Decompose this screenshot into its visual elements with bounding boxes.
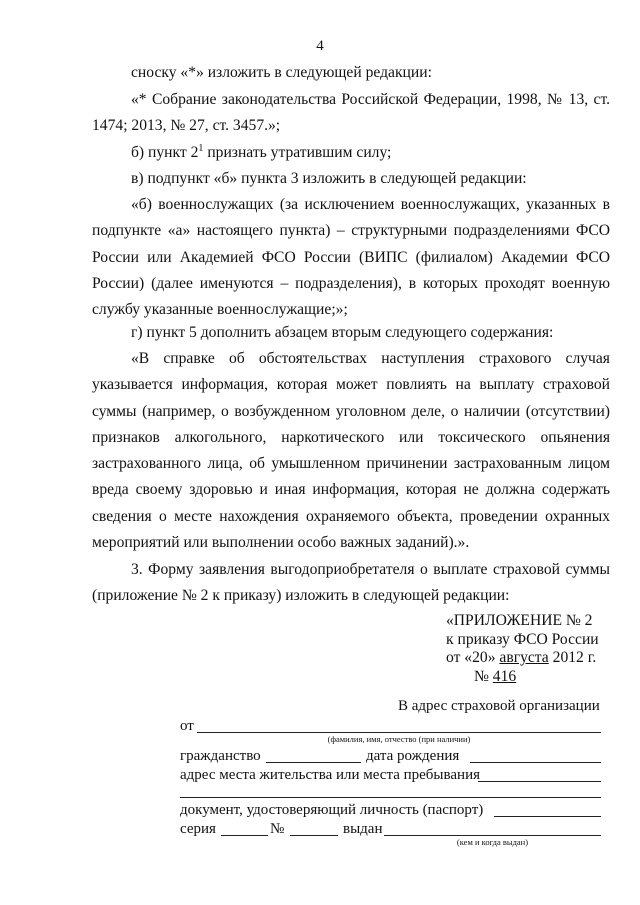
paragraph-g: г) пункт 5 дополнить абзацем вторым следующего содержания:	[131, 324, 554, 341]
page-number: 4	[316, 38, 324, 54]
address-to: В адрес страховой организации	[398, 698, 600, 714]
issued-field[interactable]	[384, 835, 601, 836]
appendix-date-month: августа	[499, 649, 549, 666]
appendix-date	[446, 649, 616, 668]
id-document-label: документ, удостоверяющий личность (паспорт)	[180, 802, 484, 818]
citizenship-label: гражданство	[180, 748, 261, 764]
appendix-number-sign: №	[474, 667, 489, 685]
issued-caption: (кем и когда выдан)	[456, 837, 529, 847]
paragraph-3: 3. Форму заявления выгодоприобретателя о выплате страховой суммы (приложение № 2 к приказу) изложить в следующей редакции:	[92, 561, 610, 605]
residence-field-line-2[interactable]	[180, 797, 601, 798]
series-field[interactable]	[221, 835, 268, 836]
issued-label: выдан	[343, 821, 383, 837]
appendix-date-prefix: от «20»	[446, 649, 496, 666]
series-label: серия	[180, 821, 216, 837]
paragraph-v-quote: «б) военнослужащих (за исключением военнослужащих, указанных в подпункте «а» настоящего пункта) – структурными подразделениями ФСО России или Академией ФСО России (ВИПС (филиалом) Академии ФСО России) (далее именуются – подразделения), в которых проходят военную службу указанные военнослужащие;»;	[92, 196, 610, 319]
id-document-field[interactable]	[494, 816, 601, 817]
appendix-number	[446, 668, 616, 687]
from-label: от	[180, 718, 194, 734]
superscript: 1	[198, 142, 204, 154]
paragraph-b-end: признать утратившим силу;	[207, 144, 392, 161]
residence-field[interactable]	[478, 781, 601, 782]
paragraph-b-start: б) пункт 2	[131, 144, 199, 161]
citizenship-field[interactable]	[266, 762, 361, 763]
appendix-header	[446, 612, 616, 686]
appendix-order: к приказу ФСО России	[446, 630, 599, 648]
birthdate-field[interactable]	[470, 762, 601, 763]
from-caption: (фамилия, имя, отчество (при наличии)	[327, 734, 471, 744]
paragraph-footnote-text: «* Собрание законодательства Российской Федерации, 1998, № 13, ст. 1474; 2013, № 27, ст. 3457.»;	[92, 91, 610, 135]
residence-label: адрес места жительства или места пребывания	[180, 767, 480, 783]
appendix-number-value: 416	[492, 667, 517, 685]
from-field[interactable]	[197, 732, 601, 733]
number-field[interactable]	[290, 835, 338, 836]
birthdate-label: дата рождения	[366, 748, 460, 764]
paragraph-footnote-intro: сноску «*» изложить в следующей редакции:	[131, 64, 432, 81]
appendix-date-year: 2012 г.	[552, 649, 597, 666]
appendix-title: «ПРИЛОЖЕНИЕ № 2	[446, 612, 593, 629]
paragraph-v: в) подпункт «б» пункта 3 изложить в следующей редакции:	[131, 170, 527, 187]
paragraph-g-quote: «В справке об обстоятельствах наступления страхового случая указывается информация, которая может повлиять на выплату страховой суммы (например, о возбужденном уголовном деле, о наличии (отсутствии) признаков алкогольного, наркотического или токсического опьянения застрахованного лица, об умышленном причинении застрахованным лицом вреда своему здоровью и иная информация, которая не должна содержать сведения о месте нахождения охраняемого объекта, проведении охранных мероприятий или выполнении особо важных заданий).».	[92, 350, 610, 552]
number-label: №	[270, 821, 285, 837]
paragraph-b	[92, 140, 610, 166]
